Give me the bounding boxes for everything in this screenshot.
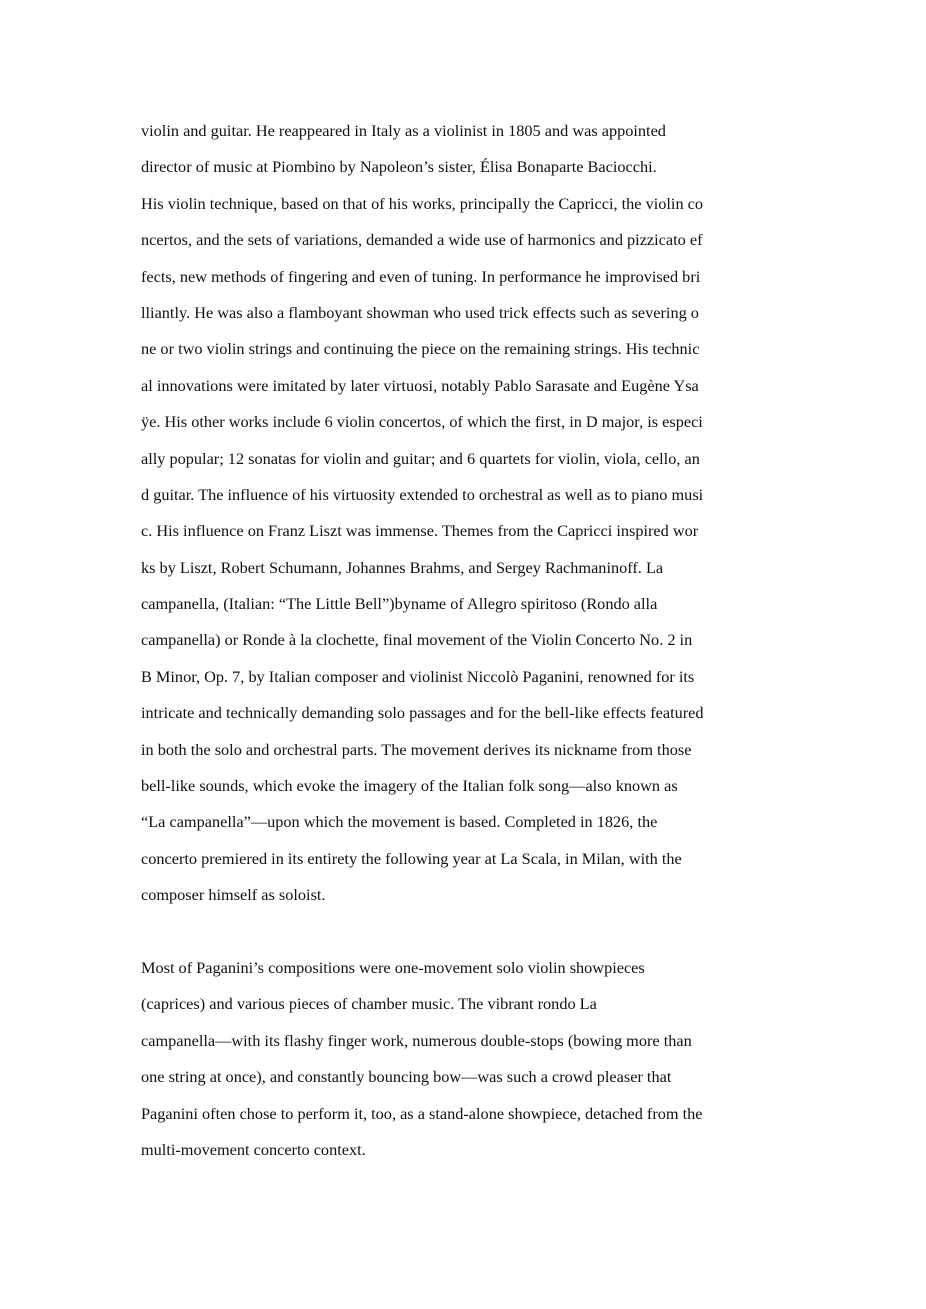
paragraph-line: multi-movement concerto context. bbox=[141, 1139, 366, 1159]
paragraph-line: ÿe. His other works include 6 violin concertos, of which the first, in D major, is especi bbox=[141, 412, 703, 432]
paragraph-line: Most of Paganini’s compositions were one-movement solo violin showpieces bbox=[141, 958, 645, 977]
paragraph-line: “La campanella”—upon which the movement is based. Completed in 1826, the bbox=[141, 812, 658, 832]
paragraph-2 bbox=[141, 950, 801, 1168]
paragraph-line: B Minor, Op. 7, by Italian composer and violinist Niccolò Paganini, renowned for its bbox=[141, 666, 695, 686]
paragraph-line: campanella—with its flashy finger work, numerous double-stops (bowing more than bbox=[141, 1030, 692, 1050]
paragraph-line: violin and guitar. He reappeared in Italy as a violinist in 1805 and was appointed bbox=[141, 121, 666, 140]
paragraph-line: d guitar. The influence of his virtuosity extended to orchestral as well as to piano musi bbox=[141, 484, 704, 504]
paragraph-line: al innovations were imitated by later virtuosi, notably Pablo Sarasate and Eugène Ysa bbox=[141, 375, 699, 395]
paragraph-1 bbox=[141, 113, 801, 914]
paragraph-line: in both the solo and orchestral parts. The movement derives its nickname from those bbox=[141, 739, 692, 759]
paragraph-line: ks by Liszt, Robert Schumann, Johannes Brahms, and Sergey Rachmaninoff. La bbox=[141, 557, 664, 577]
paragraph-line: one string at once), and constantly bouncing bow—was such a crowd pleaser that bbox=[141, 1067, 672, 1087]
paragraph-line: bell-like sounds, which evoke the imagery of the Italian folk song—also known as bbox=[141, 776, 678, 796]
paragraph-line: concerto premiered in its entirety the following year at La Scala, in Milan, with the bbox=[141, 848, 682, 868]
paragraph-line: (caprices) and various pieces of chamber music. The vibrant rondo La bbox=[141, 994, 597, 1014]
paragraph-line: director of music at Piombino by Napoleon’s sister, Élisa Bonaparte Baciocchi. bbox=[141, 157, 657, 177]
paragraph-line: Paganini often chose to perform it, too, as a stand-alone showpiece, detached from the bbox=[141, 1103, 703, 1123]
paragraph-line: ne or two violin strings and continuing the piece on the remaining strings. His technic bbox=[141, 339, 700, 359]
paragraph-line: campanella, (Italian: “The Little Bell”)byname of Allegro spiritoso (Rondo alla bbox=[141, 594, 658, 614]
paragraph-line: ally popular; 12 sonatas for violin and guitar; and 6 quartets for violin, viola, cello, an bbox=[141, 448, 700, 468]
paragraph-line: fects, new methods of fingering and even of tuning. In performance he improvised bri bbox=[141, 266, 701, 286]
paragraph-line: campanella) or Ronde à la clochette, final movement of the Violin Concerto No. 2 in bbox=[141, 630, 693, 650]
paragraph-line: composer himself as soloist. bbox=[141, 885, 326, 905]
paragraph-line: intricate and technically demanding solo passages and for the bell-like effects featured bbox=[141, 703, 704, 723]
paragraph-line: c. His influence on Franz Liszt was immense. Themes from the Capricci inspired wor bbox=[141, 521, 699, 541]
paragraph-line: His violin technique, based on that of his works, principally the Capricci, the violin co bbox=[141, 193, 704, 213]
paragraph-line: ncertos, and the sets of variations, demanded a wide use of harmonics and pizzicato ef bbox=[141, 230, 703, 250]
paragraph-line: lliantly. He was also a flamboyant showman who used trick effects such as severing o bbox=[141, 302, 699, 322]
